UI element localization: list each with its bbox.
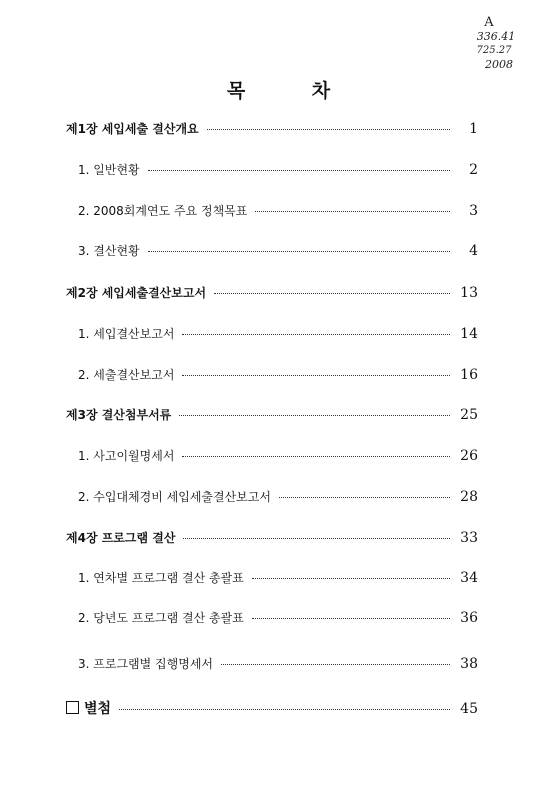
toc-label: 2. 2008회계연도 주요 정책목표 — [78, 204, 248, 218]
toc-item[interactable] — [78, 610, 478, 626]
toc-label: 2. 세출결산보고서 — [78, 368, 175, 382]
toc-item[interactable] — [78, 203, 478, 219]
dot-leader — [214, 292, 450, 294]
toc-chapter-2[interactable] — [66, 285, 478, 301]
dot-leader — [183, 537, 450, 539]
toc-label: 별첨 — [84, 701, 112, 717]
toc-page-number: 16 — [460, 367, 478, 383]
toc-item[interactable] — [78, 489, 478, 505]
toc-label: 2. 당년도 프로그램 결산 총괄표 — [78, 611, 244, 625]
handwritten-line: 2008 — [485, 58, 513, 71]
toc-page-number: 33 — [460, 530, 478, 546]
handwritten-line: 336.41 — [476, 30, 516, 43]
dot-leader — [119, 708, 450, 710]
toc-label: 2. 수입대체경비 세입세출결산보고서 — [78, 490, 271, 504]
toc-label: 제2장 세입세출결산보고서 — [66, 286, 207, 300]
toc-page-number: 1 — [469, 121, 478, 137]
toc-item[interactable] — [78, 162, 478, 178]
handwritten-line: A — [484, 15, 494, 30]
toc-label: 1. 사고이월명세서 — [78, 449, 175, 463]
toc-page-number: 26 — [460, 448, 478, 464]
dot-leader — [252, 617, 450, 619]
toc-page-number: 25 — [460, 407, 478, 423]
toc-page-number: 14 — [460, 326, 478, 342]
toc-label: 1. 세입결산보고서 — [78, 327, 175, 341]
toc-chapter-1[interactable] — [66, 121, 478, 137]
toc-page-number: 3 — [469, 203, 478, 219]
dot-leader — [182, 455, 450, 457]
dot-leader — [148, 169, 450, 171]
toc-label: 제4장 프로그램 결산 — [66, 531, 176, 545]
toc-page-number: 45 — [460, 701, 478, 717]
toc-page-number: 28 — [460, 489, 478, 505]
toc-label: 1. 연차별 프로그램 결산 총괄표 — [78, 571, 244, 585]
dot-leader — [207, 128, 450, 130]
dot-leader — [279, 496, 450, 498]
dot-leader — [182, 374, 450, 376]
toc-label: 제3장 결산첨부서류 — [66, 408, 172, 422]
dot-leader — [252, 577, 450, 579]
dot-leader — [148, 250, 450, 252]
toc-item[interactable] — [78, 326, 478, 342]
checkbox-square-icon — [66, 701, 79, 714]
toc-item[interactable] — [78, 243, 478, 259]
handwritten-line: 725.27 — [476, 45, 512, 56]
dot-leader — [255, 210, 450, 212]
toc-label: 제1장 세입세출 결산개요 — [66, 122, 199, 136]
toc-page-number: 38 — [460, 656, 478, 672]
toc-page-number: 34 — [460, 570, 478, 586]
toc-chapter-3[interactable] — [66, 407, 478, 423]
toc-label: 3. 결산현황 — [78, 244, 140, 258]
dot-leader — [179, 414, 450, 416]
toc-label: 3. 프로그램별 집행명세서 — [78, 657, 213, 671]
dot-leader — [221, 663, 450, 665]
toc-page-number: 13 — [460, 285, 478, 301]
toc-page-number: 36 — [460, 610, 478, 626]
toc-chapter-4[interactable] — [66, 530, 478, 546]
toc-item[interactable] — [78, 367, 478, 383]
toc-page-number: 4 — [469, 243, 478, 259]
toc-page-number: 2 — [469, 162, 478, 178]
dot-leader — [182, 333, 450, 335]
toc-label: 1. 일반현황 — [78, 163, 140, 177]
toc-item[interactable] — [78, 570, 478, 586]
toc-appendix[interactable] — [66, 700, 478, 717]
toc-item[interactable] — [78, 448, 478, 464]
toc-item[interactable] — [78, 656, 478, 672]
page-title: 목 차 — [226, 80, 361, 102]
